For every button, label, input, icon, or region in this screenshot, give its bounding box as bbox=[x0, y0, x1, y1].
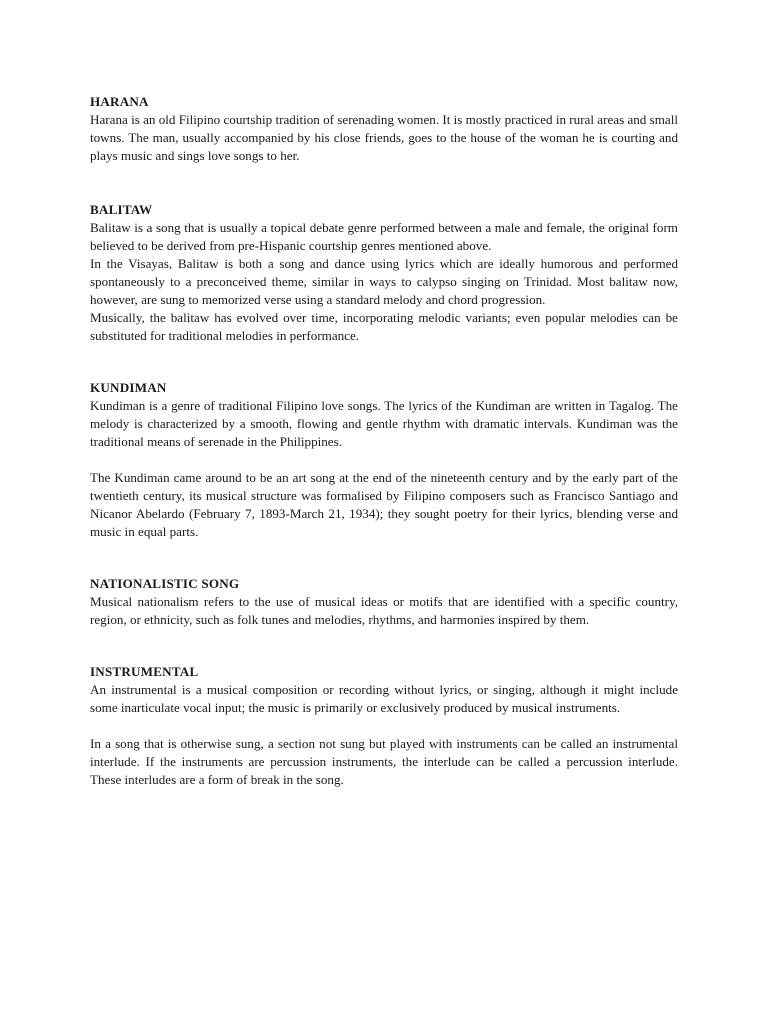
document-page bbox=[90, 93, 678, 789]
paragraph: Kundiman is a genre of traditional Filipino love songs. The lyrics of the Kundiman are written in Tagalog. The melody is characterized by a smooth, flowing and gentle rhythm with dramatic intervals. Kundiman was the traditional means of serenade in the Philippines. bbox=[90, 398, 678, 449]
section-harana bbox=[90, 93, 678, 165]
paragraph: Musically, the balitaw has evolved over time, incorporating melodic variants; even popular melodies can be substituted for traditional melodies in performance. bbox=[90, 310, 678, 343]
section-heading-nationalistic-song: NATIONALISTIC SONG bbox=[90, 576, 240, 591]
section-heading-kundiman: KUNDIMAN bbox=[90, 380, 167, 395]
paragraph: Harana is an old Filipino courtship tradition of serenading women. It is mostly practiced in rural areas and small towns. The man, usually accompanied by his close friends, goes to the house of the woman he is courting and plays music and sings love songs to her. bbox=[90, 112, 678, 163]
section-kundiman bbox=[90, 379, 678, 541]
section-balitaw bbox=[90, 201, 678, 345]
paragraph: Balitaw is a song that is usually a topical debate genre performed between a male and female, the original form believed to be derived from pre-Hispanic courtship genres mentioned above. bbox=[90, 220, 678, 253]
section-heading-harana: HARANA bbox=[90, 94, 149, 109]
section-heading-balitaw: BALITAW bbox=[90, 202, 153, 217]
paragraph: In the Visayas, Balitaw is both a song and dance using lyrics which are ideally humorous and performed spontaneously to a preconceived theme, similar in ways to calypso singing on Trinidad. Most balitaw now, however, are sung to memorized verse using a standard melody and chord progression. bbox=[90, 256, 678, 307]
paragraph: Musical nationalism refers to the use of musical ideas or motifs that are identified with a specific country, region, or ethnicity, such as folk tunes and melodies, rhythms, and harmonies inspired by them. bbox=[90, 594, 678, 627]
paragraph: In a song that is otherwise sung, a section not sung but played with instruments can be called an instrumental interlude. If the instruments are percussion instruments, the interlude can be called a percussion interlude. These interludes are a form of break in the song. bbox=[90, 736, 678, 787]
section-instrumental bbox=[90, 663, 678, 789]
section-nationalistic-song bbox=[90, 575, 678, 629]
paragraph: The Kundiman came around to be an art song at the end of the nineteenth century and by the early part of the twentieth century, its musical structure was formalised by Filipino composers such as Francisco Santiago and Nicanor Abelardo (February 7, 1893-March 21, 1934); they sought poetry for their lyrics, blending verse and music in equal parts. bbox=[90, 470, 678, 539]
section-heading-instrumental: INSTRUMENTAL bbox=[90, 664, 199, 679]
paragraph: An instrumental is a musical composition or recording without lyrics, or singing, although it might include some inarticulate vocal input; the music is primarily or exclusively produced by musical instruments. bbox=[90, 682, 678, 715]
